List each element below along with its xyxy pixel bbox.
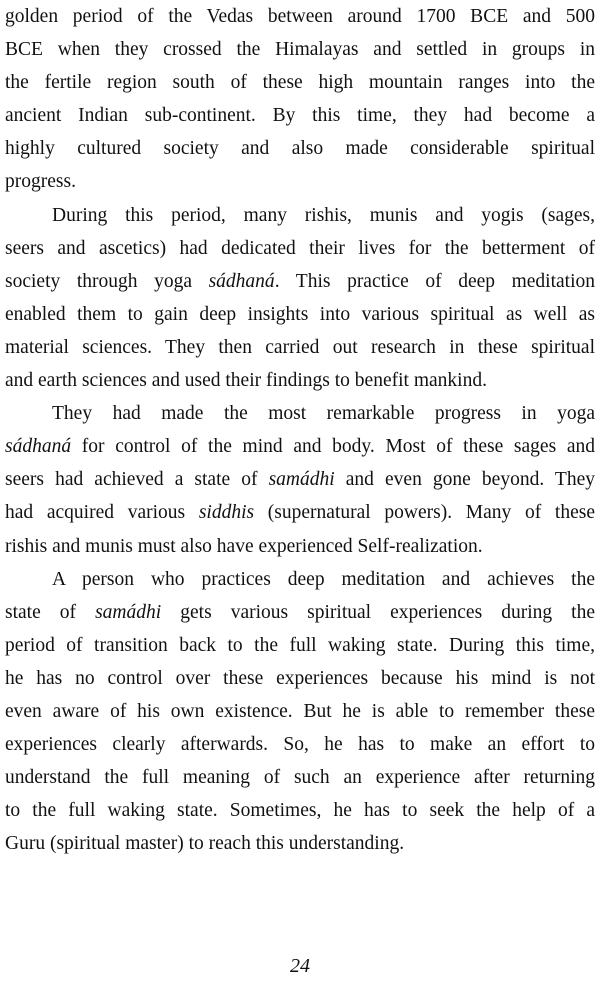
paragraph [5, 563, 595, 861]
text-line [5, 199, 595, 232]
text-line [5, 827, 595, 860]
italic-term: sádhaná [208, 270, 275, 292]
paragraph [5, 0, 595, 199]
text-line [5, 33, 595, 66]
text-line [5, 298, 595, 331]
text-line [5, 496, 595, 529]
text-run: state of [5, 601, 96, 623]
paragraph [5, 199, 595, 398]
text-run: understand the full meaning of such an experience after returning [5, 767, 595, 789]
text-line [5, 530, 595, 563]
text-run: for control of the mind and body. Most of these sages and [71, 436, 595, 458]
italic-term: samádhi [268, 469, 335, 491]
text-line [5, 728, 595, 761]
text-run: Guru (spiritual master) to reach this understanding. [5, 833, 405, 855]
text-line [5, 66, 595, 99]
text-line [5, 397, 595, 430]
text-run: the fertile region south of these high mountain ranges into the [5, 72, 595, 94]
text-run: even aware of his own existence. But he is able to remember these [5, 700, 595, 722]
text-line [5, 695, 595, 728]
text-line [5, 463, 595, 496]
text-run: rishis and munis must also have experienced Self-realization. [5, 535, 483, 557]
italic-term: samádhi [95, 601, 162, 623]
text-line [5, 794, 595, 827]
text-run: he has no control over these experiences because his mind is not [5, 667, 595, 689]
text-line [5, 132, 595, 165]
text-run: to the full waking state. Sometimes, he has to seek the help of a [5, 800, 595, 822]
text-line [5, 364, 595, 397]
text-line [5, 0, 595, 33]
text-line [5, 430, 595, 463]
text-run: . This practice of deep meditation [274, 270, 595, 292]
text-line [5, 596, 595, 629]
paragraph [5, 397, 595, 562]
page-body [5, 0, 595, 860]
text-run: seers had achieved a state of [5, 469, 269, 491]
text-run: A person who practices deep meditation and achieves the [52, 568, 595, 590]
text-run: highly cultured society and also made considerable spiritual [5, 138, 595, 160]
text-run: (supernatural powers). Many of these [254, 502, 596, 524]
text-run: seers and ascetics) had dedicated their lives for the betterment of [5, 237, 595, 259]
page-number: 24 [290, 955, 310, 977]
text-line [5, 761, 595, 794]
text-line [5, 662, 595, 695]
text-run: enabled them to gain deep insights into various spiritual as well as [5, 303, 595, 325]
text-run: They had made the most remarkable progress in yoga [52, 403, 595, 425]
text-run: golden period of the Vedas between around 1700 BCE and 500 [5, 6, 595, 27]
text-line [5, 331, 595, 364]
text-line [5, 265, 595, 298]
text-run: material sciences. They then carried out research in these spiritual [5, 336, 595, 358]
text-run: gets various spiritual experiences during the [161, 601, 595, 623]
text-run: During this period, many rishis, munis and yogis (sages, [52, 204, 595, 226]
text-line [5, 563, 595, 596]
italic-term: sádhaná [5, 436, 72, 458]
text-run: ancient Indian sub-continent. By this time, they had become a [5, 105, 595, 127]
text-line [5, 232, 595, 265]
text-line [5, 165, 595, 198]
text-run: had acquired various [5, 502, 199, 524]
italic-term: siddhis [198, 502, 255, 524]
text-run: society through yoga [5, 270, 209, 292]
text-run: and earth sciences and used their findings to benefit mankind. [5, 370, 487, 392]
text-run: and even gone beyond. They [334, 469, 595, 491]
text-run: experiences clearly afterwards. So, he has to make an effort to [5, 734, 595, 756]
text-run: BCE when they crossed the Himalayas and settled in groups in [5, 39, 595, 61]
text-run: progress. [5, 171, 76, 193]
text-line [5, 99, 595, 132]
text-run: period of transition back to the full waking state. During this time, [5, 634, 595, 656]
text-line [5, 629, 595, 662]
